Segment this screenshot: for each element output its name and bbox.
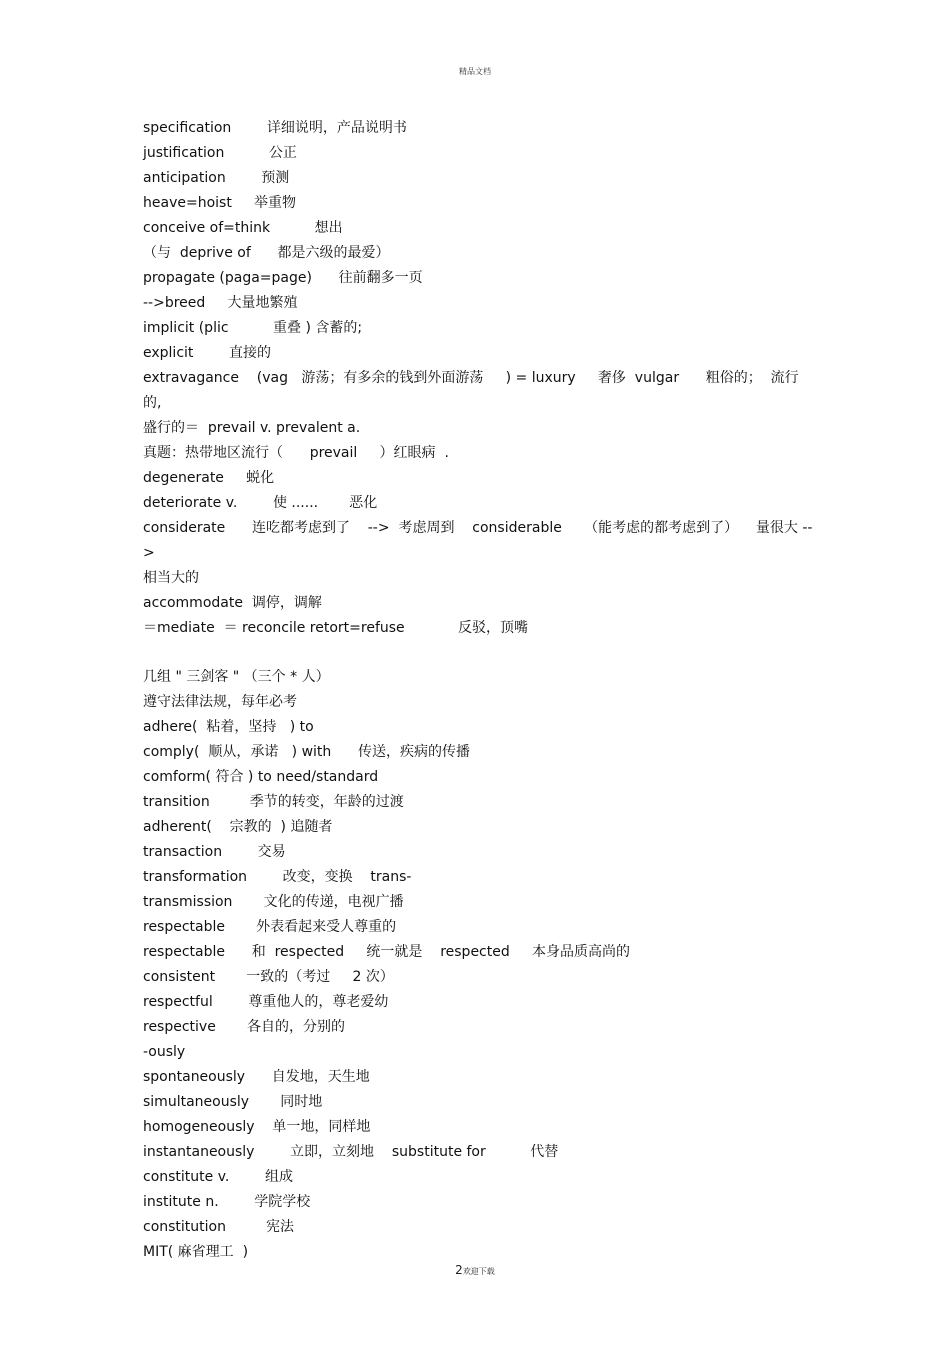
page-header: 精品文档 [459,67,491,76]
vocab-line: ＝mediate ＝ reconcile retort=refuse 反驳，顶嘴 [143,620,529,636]
vocab-line: simultaneously 同时地 [143,1094,323,1110]
vocab-line: -->breed 大量地繁殖 [143,295,298,311]
vocab-line: 几组 " 三剑客 " （三个 * 人） [143,669,330,685]
vocab-line: homogeneously 单一地，同样地 [143,1119,371,1135]
footer-text: 欢迎下载 [462,1267,495,1276]
vocab-line: adherent( 宗教的 ) 追随者 [143,819,333,835]
vocab-line: constitution 宪法 [143,1219,295,1235]
vocab-line: MIT( 麻省理工 ) [143,1244,249,1260]
vocab-line: 盛行的＝ prevail v. prevalent a. [143,420,361,436]
vocab-line: accommodate 调停，调解 [143,595,322,611]
vocab-line: instantaneously 立即，立刻地 substitute for 代替 [143,1144,559,1160]
vocab-block-1 [143,116,813,641]
vocab-line: justification 公正 [143,145,297,161]
vocab-line: -ously [143,1044,186,1060]
vocab-line: propagate (paga=page) 往前翻多一页 [143,270,423,286]
document-body [143,116,813,1265]
vocab-line: 相当大的 [143,570,199,586]
vocab-line: 遵守法律法规，每年必考 [143,694,297,710]
vocab-line: explicit 直接的 [143,345,271,361]
vocab-line: specification 详细说明，产品说明书 [143,120,407,136]
vocab-line: degenerate 蜕化 [143,470,275,486]
page-footer [0,1259,950,1278]
vocab-line: respectable 和 respected 统一就是 respected 本身品质高尚的 [143,944,630,960]
vocab-line: transformation 改变，变换 trans- [143,869,412,885]
paragraph-gap [143,641,813,665]
vocab-line: transaction 交易 [143,844,286,860]
vocab-line: heave=hoist 举重物 [143,195,297,211]
vocab-block-2 [143,665,813,1265]
vocab-line: conceive of=think 想出 [143,220,343,236]
vocab-line: consistent 一致的（考过 2 次） [143,969,394,985]
vocab-line: respective 各自的，分别的 [143,1019,345,1035]
vocab-line: adhere( 粘着，坚持 ) to [143,719,314,735]
vocab-line: spontaneously 自发地，天生地 [143,1069,370,1085]
vocab-line: comform( 符合 ) to need/standard [143,769,379,785]
vocab-line: considerate 连吃都考虑到了 --> 考虑周到 considerable （能考虑的都考虑到了） 量很大 --> [143,520,813,561]
vocab-line: transition 季节的转变，年龄的过渡 [143,794,404,810]
vocab-line: extravagance (vag 游荡；有多余的钱到外面游荡 ) = luxury 奢侈 vulgar 粗俗的； 流行的, [143,370,799,411]
vocab-line: （与 deprive of 都是六级的最爱） [143,245,390,261]
vocab-line: respectable 外表看起来受人尊重的 [143,919,397,935]
vocab-line: deteriorate v. 使 ...... 恶化 [143,495,378,511]
page-number: 2 [455,1263,463,1277]
vocab-line: comply( 顺从，承诺 ) with 传送，疾病的传播 [143,744,470,760]
vocab-line: 真题：热带地区流行（ prevail ）红眼病 . [143,445,449,461]
vocab-line: anticipation 预测 [143,170,290,186]
vocab-line: respectful 尊重他人的，尊老爱幼 [143,994,389,1010]
vocab-line: transmission 文化的传递，电视广播 [143,894,404,910]
vocab-line: institute n. 学院学校 [143,1194,311,1210]
vocab-line: constitute v. 组成 [143,1169,293,1185]
vocab-line: implicit (plic 重叠 ) 含蓄的; [143,320,363,336]
